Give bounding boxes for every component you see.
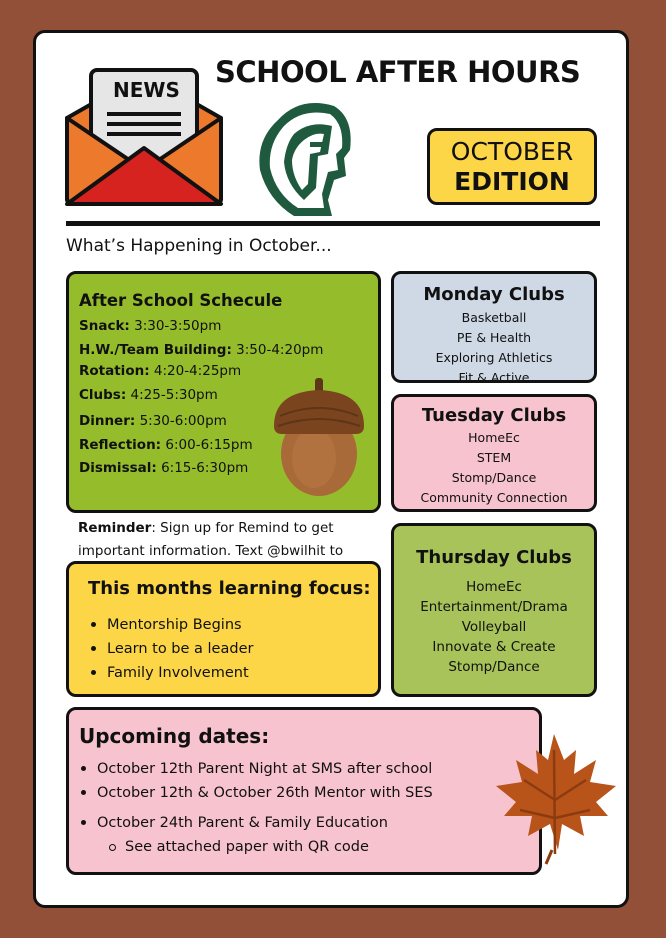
list-item: Innovate & Create	[432, 639, 556, 655]
focus-title: This months learning focus:	[88, 578, 371, 599]
monday-clubs-title: Monday Clubs	[423, 284, 565, 305]
tuesday-clubs-box	[391, 394, 597, 512]
list-item: October 12th & October 26th Mentor with SES	[79, 781, 433, 805]
edition-label: EDITION	[454, 167, 570, 196]
focus-list	[89, 613, 253, 685]
acorn-icon	[270, 378, 368, 500]
list-item: Family Involvement	[89, 661, 253, 685]
news-label: NEWS	[113, 78, 180, 102]
upcoming-dates-box	[66, 707, 542, 875]
list-item: HomeEc	[466, 579, 522, 595]
list-item: October 24th Parent & Family Education	[79, 811, 433, 835]
monday-clubs-box	[391, 271, 597, 383]
section-subheading: What’s Happening in October...	[66, 236, 332, 256]
list-item: PE & Health	[456, 330, 532, 345]
reminder-label: Reminder	[78, 520, 152, 536]
schedule-row-homework: H.W./Team Building: 3:50-4:20pm	[79, 342, 324, 358]
edition-badge	[427, 128, 597, 205]
list-item: Stomp/Dance	[448, 659, 540, 675]
list-item: Entertainment/Drama	[420, 599, 568, 615]
edition-month: OCTOBER	[450, 137, 574, 166]
upcoming-list	[79, 757, 433, 859]
learning-focus-box	[66, 561, 381, 697]
header-divider	[66, 221, 600, 226]
list-item: Exploring Athletics	[435, 350, 553, 365]
schedule-row-rotation: Rotation: 4:20-4:25pm	[79, 363, 242, 379]
list-item: Community Connection	[420, 490, 568, 505]
list-subitem: See attached paper with QR code	[79, 835, 433, 859]
thursday-clubs-box	[391, 523, 597, 697]
schedule-row-snack: Snack: 3:30-3:50pm	[79, 318, 222, 334]
maple-leaf-icon	[492, 730, 620, 868]
list-item: October 12th Parent Night at SMS after school	[79, 757, 433, 781]
list-item: Volleyball	[461, 619, 527, 635]
list-item: STEM	[476, 450, 512, 465]
list-item: HomeEc	[468, 430, 520, 445]
list-item: Fit & Active	[458, 370, 530, 385]
newsletter-title: SCHOOL AFTER HOURS	[215, 55, 581, 89]
list-item: Stomp/Dance	[451, 470, 537, 485]
list-item: Learn to be a leader	[89, 637, 253, 661]
thursday-clubs-title: Thursday Clubs	[416, 547, 572, 568]
schedule-row-reflection: Reflection: 6:00-6:15pm	[79, 437, 253, 453]
upcoming-title: Upcoming dates:	[79, 724, 270, 748]
spartan-helmet-logo	[250, 100, 358, 218]
reminder-text: Reminder: Sign up for Remind to get important information. Text @bwilhit to	[78, 520, 344, 559]
list-item: Mentorship Begins	[89, 613, 253, 637]
tuesday-clubs-title: Tuesday Clubs	[421, 405, 567, 426]
schedule-row-dismissal: Dismissal: 6:15-6:30pm	[79, 460, 249, 476]
schedule-row-dinner: Dinner: 5:30-6:00pm	[79, 413, 227, 429]
schedule-title: After School Schecule	[79, 291, 283, 310]
schedule-row-clubs: Clubs: 4:25-5:30pm	[79, 387, 218, 403]
list-item: Basketball	[461, 310, 527, 325]
